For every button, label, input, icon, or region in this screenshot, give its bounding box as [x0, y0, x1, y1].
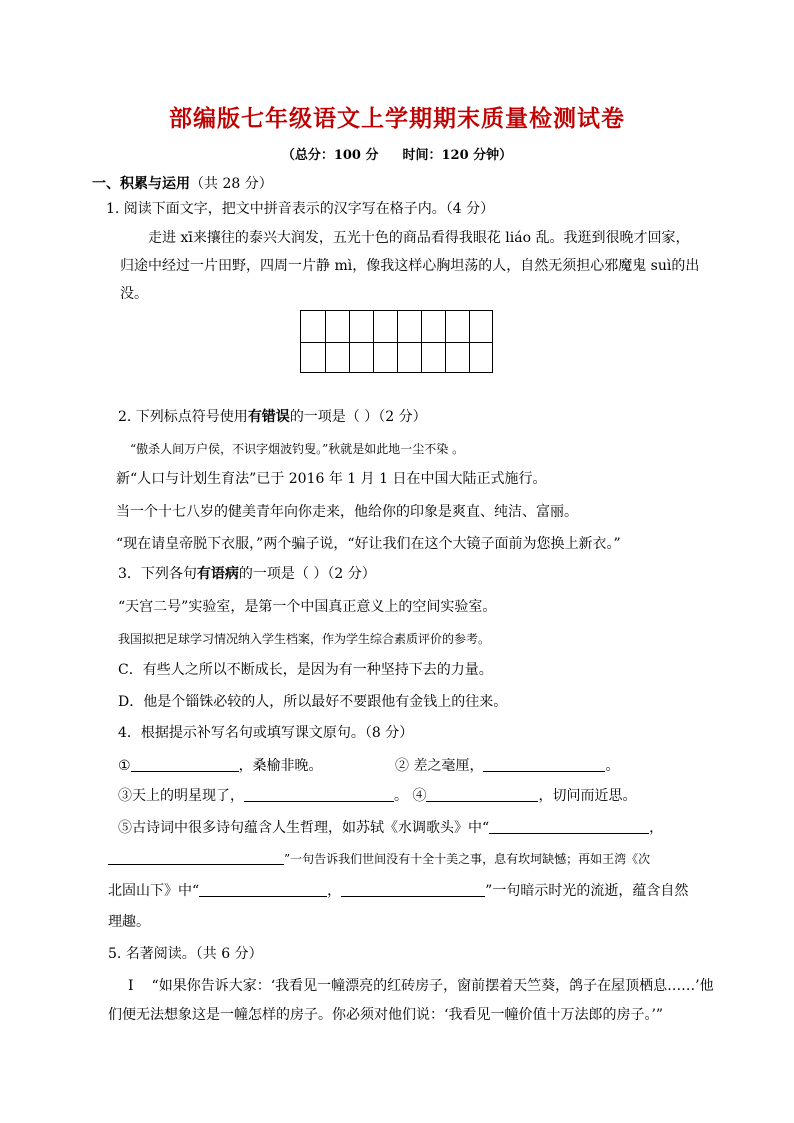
q4-item5-line4: 理趣。 [108, 914, 150, 930]
q4-item2-blank[interactable] [483, 757, 605, 772]
section1-points: （共 28 分） [190, 176, 273, 192]
q4-item3-text: ③天上的明星现了， [118, 788, 244, 804]
section1-title: 一、积累与运用 [92, 176, 190, 192]
exam-subtitle [0, 144, 794, 163]
q4-item3-blank[interactable] [244, 787, 394, 802]
q5-text-line1-content: “如果你告诉大家：‘我看见一幢漂亮的红砖房子，窗前摆着天竺葵，鸽子在屋顶栖息……’他 [151, 978, 714, 994]
q2-stem-pre: 2. 下列标点符号使用 [118, 409, 248, 425]
q2-option-c: 当一个十七八岁的健美青年向你走来，他给你的印象是爽直、纯洁、富丽。 [116, 504, 578, 520]
q4-item5-line2 [108, 850, 650, 868]
q2-option-a: “傲杀人间万户侯，不识字烟波钓叟。”秋就是如此地一尘不染 。 [130, 442, 465, 456]
q4-item5-line2-text: ”一句告诉我们世间没有十全十美之事，息有坎坷缺憾；再如王湾《次 [284, 852, 651, 866]
q4-item5-blank1[interactable] [489, 819, 649, 834]
q3-stem [118, 565, 376, 583]
exam-time: 时间：120 分钟） [402, 148, 513, 163]
q4-item5-line3-mid: ， [327, 883, 342, 899]
q3-stem-pre: 3．下列各句 [118, 566, 197, 582]
total-score: （总分：100 分 [281, 148, 379, 163]
q4-item5-line3 [108, 882, 688, 900]
q3-option-b: 我国拟把足球学习情况纳入学生档案，作为学生综合素质评价的参考。 [118, 632, 491, 646]
q4-item2-text: ② 差之毫厘， [395, 758, 484, 774]
q1-passage-line2: 归途中经过一片田野，四周一片静 mì，像我这样心胸坦荡的人，自然无须担心邪魔鬼 suì的出 [120, 258, 700, 274]
q3-option-d: D．他是个锱铢必较的人，所以最好不要跟他有金钱上的往来。 [118, 694, 508, 710]
q1-stem: 1. 阅读下面文字，把文中拼音表示的汉字写在格子内。（4 分） [106, 201, 495, 217]
q4-item3-sep: 。 ④ [394, 788, 427, 804]
q4-item5-line3-post: ”一句暗示时光的流逝，蕴含自然 [485, 883, 689, 899]
q1-passage-line3: 没。 [120, 286, 148, 302]
q2-option-b: 新“人口与计划生育法”已于 2016 年 1 月 1 日在中国大陆正式施行。 [116, 471, 547, 487]
q4-item5-blank3[interactable] [199, 882, 327, 897]
answer-grid[interactable] [300, 310, 493, 373]
q4-item1-mark: ① [118, 758, 131, 774]
page-title: 部编版七年级语文上学期期末质量检测试卷 [169, 106, 625, 132]
q4-item5-blank4[interactable] [341, 882, 485, 897]
q4-item2-end: 。 [605, 758, 620, 774]
q4-item5-line1-text: ⑤古诗词中很多诗句蕴含人生哲理，如苏轼《水调歌头》中“ [118, 820, 490, 836]
q2-stem-key: 有错误 [247, 409, 290, 425]
q4-stem: 4．根据提示补写名句或填写课文原句。（8 分） [118, 725, 414, 741]
q3-option-a: “天宫二号”实验室，是第一个中国真正意义上的空间实验室。 [118, 599, 497, 615]
q5-text-line2: 们便无法想象这是一幢怎样的房子。你必须对他们说：‘我看见一幢价值十万法郎的房子。’” [108, 1007, 664, 1023]
q4-item3-4 [118, 787, 636, 805]
q4-item1-blank[interactable] [131, 757, 239, 772]
q4-item5-line1-end: ， [649, 820, 664, 836]
q1-passage-line1: 走进 xī来攘往的泰兴大润发，五光十色的商品看得我眼花 liáo 乱。我逛到很晚才回家， [148, 230, 690, 246]
q5-roman-numeral: Ⅰ [128, 978, 134, 994]
q3-option-c: C．有些人之所以不断成长，是因为有一种坚持下去的力量。 [118, 662, 493, 678]
q4-item4-blank[interactable] [426, 787, 538, 802]
q4-item5-line3-pre: 北固山下》中“ [108, 883, 200, 899]
q2-option-d: “现在请皇帝脱下衣服，”两个骗子说，“好让我们在这个大镜子面前为您换上新衣。” [116, 536, 621, 552]
q4-item1-text: ，桑榆非晚。 [238, 758, 323, 774]
section1-heading [92, 175, 273, 193]
q4-item1 [118, 757, 323, 775]
q5-text-line1 [128, 977, 714, 995]
q4-item5-line1 [118, 819, 663, 837]
q3-stem-key: 有语病 [196, 566, 239, 582]
q3-stem-post: 的一项是（ ）（2 分） [238, 566, 376, 582]
q4-item2 [395, 757, 619, 775]
q2-stem [118, 408, 427, 426]
q4-item5-blank2[interactable] [108, 850, 284, 865]
q2-stem-post: 的一项是（ ）（2 分） [289, 409, 427, 425]
q5-stem: 5. 名著阅读。（共 6 分） [108, 946, 263, 962]
q4-item4-text: ，切问而近思。 [538, 788, 637, 804]
